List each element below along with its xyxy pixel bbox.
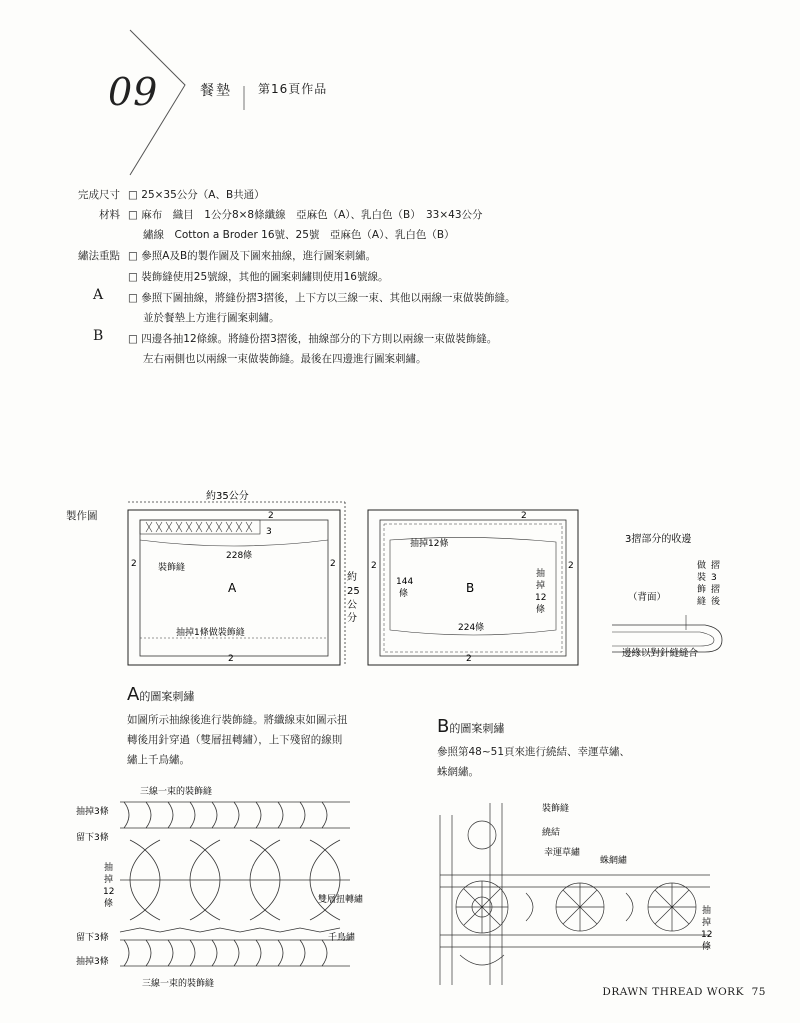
a-line2: 並於餐墊上方進行圖案刺繡。 — [143, 312, 280, 324]
hem-detail — [612, 532, 722, 659]
section-a-heading: A的圖案刺繡 — [127, 684, 195, 705]
hem-edge: 邊緣以對針縫縫合 — [622, 648, 699, 659]
material-label: 材料 — [99, 209, 120, 221]
svg-text:2: 2 — [568, 561, 574, 571]
svg-text:做: 做 — [697, 561, 707, 571]
a-label-pull3-bottom: 抽掉3條 — [76, 957, 109, 967]
height-label-1: 約 — [347, 572, 357, 583]
a-pull-label: 抽掉1條做裝飾縫 — [176, 628, 245, 638]
height-label-3: 公 — [347, 600, 357, 611]
method-line1: □ 參照A及B的製作圖及下圖來抽線，進行圖案刺繡。 — [128, 250, 377, 262]
page-number: 75 — [751, 986, 766, 998]
svg-text:掉: 掉 — [536, 581, 546, 591]
height-label-4: 分 — [347, 613, 357, 624]
b-label-deco: 裝飾縫 — [542, 804, 570, 814]
size-value: □ 25×35公分（A、B共通） — [128, 189, 265, 201]
panel-b — [368, 510, 578, 665]
b-label-clover: 幸運草繡 — [544, 848, 581, 858]
svg-text:條: 條 — [104, 899, 114, 909]
chapter-number: 09 — [108, 70, 159, 114]
svg-text:條: 條 — [702, 942, 712, 952]
hem-back: （背面） — [628, 592, 667, 603]
svg-text:12: 12 — [701, 930, 713, 940]
b-bottom-count: 224條 — [458, 623, 485, 633]
a-label-double: 雙層扭轉繡 — [318, 895, 364, 905]
a-letter: A — [93, 287, 104, 303]
panel-a — [128, 510, 340, 665]
section-a-figure — [60, 780, 400, 995]
width-label: 約35公分 — [206, 491, 249, 502]
svg-text:抽: 抽 — [702, 906, 712, 916]
chapter-page-ref: 第16頁作品 — [258, 82, 328, 96]
b-pull-top: 抽掉12條 — [410, 539, 449, 549]
method-label: 繡法重點 — [78, 250, 120, 262]
b-right-pull-1: 抽 — [536, 569, 546, 579]
svg-text:2: 2 — [521, 511, 527, 521]
svg-text:縫: 縫 — [697, 597, 707, 607]
section-a-text: 如圖所示抽線後進行裝飾縫。將纖線束如圖示扭 轉後用針穿過（雙層扭轉繡），上下殘留的線則 繡上千鳥繡。 — [127, 714, 348, 766]
material-line2: 繡線 Cotton a Broder 16號、25號 亞麻色（A）、乳白色（B） — [143, 229, 455, 241]
svg-text:2: 2 — [330, 559, 336, 569]
b-letter: B — [93, 328, 104, 344]
section-b-heading: B的圖案刺繡 — [437, 716, 505, 737]
page-footer: DRAWN THREAD WORK 75 — [602, 986, 766, 998]
section-b-text: 參照第48~51頁來進行繞結、幸運草繡、 蛛網繡。 — [437, 746, 631, 778]
diagram-label: 製作圖 — [66, 510, 98, 522]
b-line1: □ 四邊各抽12條線。將縫份摺3摺後，抽線部分的下方則以兩線一束做裝飾縫。 — [128, 333, 498, 345]
b-left-count-2: 條 — [399, 589, 409, 599]
svg-text:12: 12 — [535, 593, 547, 603]
a-label-top: 三線一束的裝飾縫 — [140, 787, 213, 797]
a-deco-label: 裝飾縫 — [158, 563, 186, 573]
svg-text:抽: 抽 — [104, 863, 114, 873]
svg-text:12: 12 — [103, 887, 115, 897]
size-label: 完成尺寸 — [78, 189, 120, 201]
chapter-title: 餐墊 — [200, 83, 232, 99]
svg-text:2: 2 — [466, 654, 472, 664]
a-label-keep3-top: 留下3條 — [76, 833, 109, 843]
hem-title: 3摺部分的收邊 — [625, 534, 692, 545]
svg-text:2: 2 — [228, 654, 234, 664]
b-label-knot: 繞結 — [542, 828, 561, 838]
b-label-web: 蛛網繡 — [600, 856, 628, 866]
height-label-2: 25 — [347, 586, 360, 597]
material-line1: □ 麻布 織目 1公分8×8條纖線 亞麻色（A）、乳白色（B） 33×43公分 — [128, 209, 483, 221]
b-left-count-1: 144 — [396, 577, 414, 587]
svg-text:3: 3 — [266, 527, 272, 537]
svg-text:2: 2 — [268, 511, 274, 521]
svg-text:2: 2 — [371, 561, 377, 571]
svg-text:摺: 摺 — [711, 585, 721, 595]
svg-text:飾: 飾 — [697, 585, 707, 595]
section-b-figure — [430, 795, 730, 995]
a-label-pull3-top: 抽掉3條 — [76, 807, 109, 817]
svg-text:裝: 裝 — [697, 573, 707, 583]
a-label-keep3-bottom: 留下3條 — [76, 933, 109, 943]
svg-text:摺: 摺 — [711, 561, 721, 571]
svg-text:後: 後 — [711, 597, 721, 607]
production-diagram — [0, 480, 800, 680]
b-line2: 左右兩側也以兩線一束做裝飾縫。最後在四邊進行圖案刺繡。 — [143, 353, 427, 365]
a-label-chidori: 千鳥繡 — [328, 933, 356, 943]
svg-text:3: 3 — [711, 573, 717, 583]
svg-text:2: 2 — [131, 559, 137, 569]
a-panel-letter: A — [228, 581, 237, 595]
a-label-bottom: 三線一束的裝飾縫 — [142, 979, 215, 989]
svg-text:條: 條 — [536, 605, 546, 615]
method-line2: □ 裝飾縫使用25號線，其他的圖案刺繡則使用16號線。 — [128, 271, 389, 283]
a-count: 228條 — [226, 551, 253, 561]
a-line1: □ 參照下圖抽線，將縫份摺3摺後，上下方以三線一束、其他以兩線一束做裝飾縫。 — [128, 292, 516, 304]
svg-text:掉: 掉 — [104, 875, 114, 885]
svg-text:掉: 掉 — [702, 918, 712, 928]
b-panel-letter: B — [466, 581, 475, 595]
